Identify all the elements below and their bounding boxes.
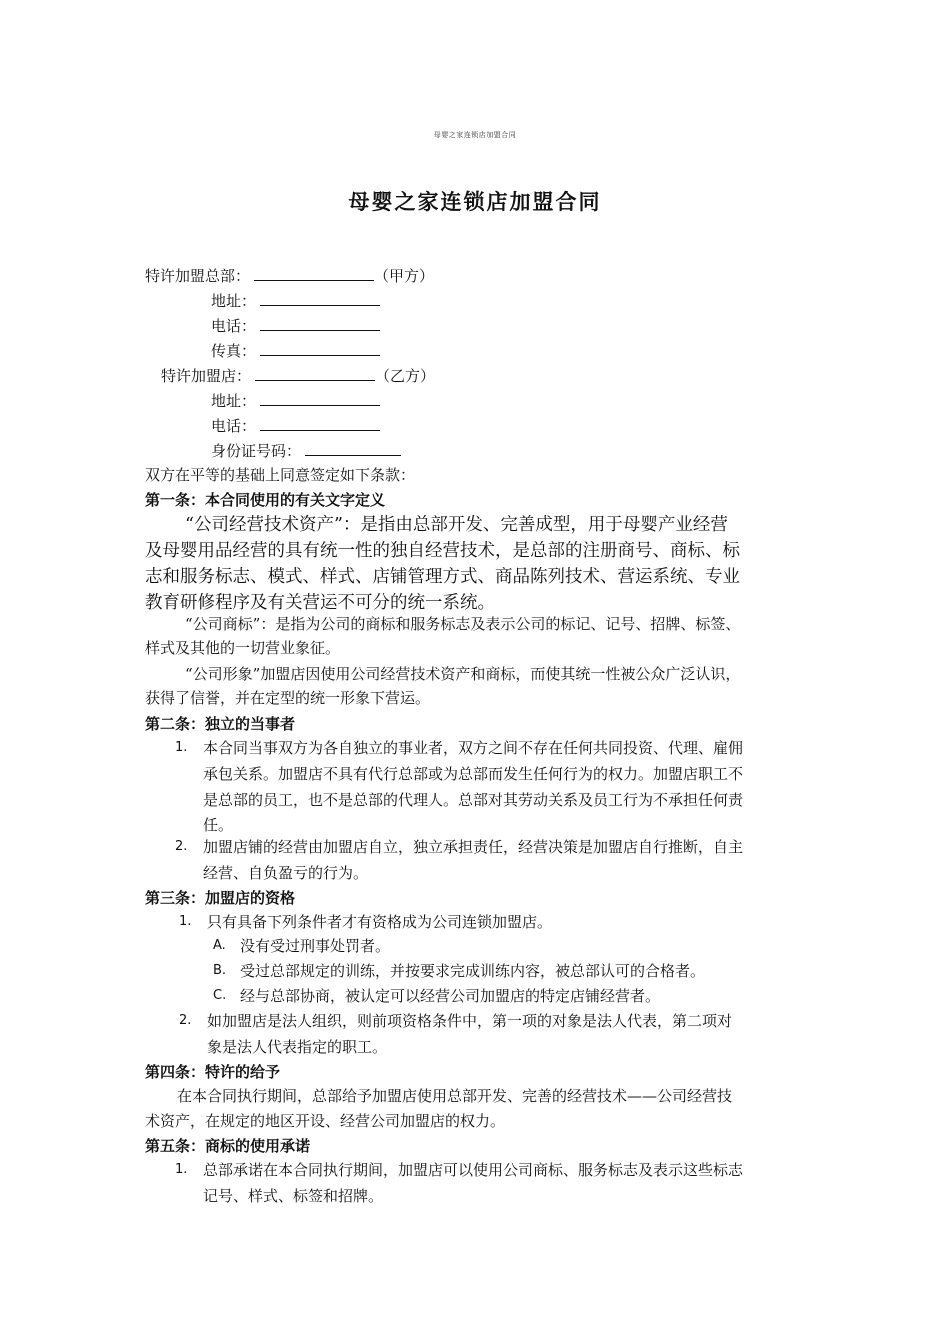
art5-item1-line2: 记号、样式、标签和招牌。 (203, 1187, 384, 1205)
article-2-heading: 第二条：独立的当事者 (145, 715, 296, 733)
art3-sub-c-text: 经与总部协商，被认定可以经营公司加盟店的特定店铺经营者。 (240, 987, 661, 1005)
art2-item1-line2: 承包关系。加盟店不具有代行总部或为总部而发生任何行为的权力。加盟店职工不 (203, 765, 744, 783)
art3-item1-number: 1. (179, 914, 192, 929)
hq-phone-blank (260, 315, 380, 331)
document-title: 母婴之家连锁店加盟合同 (348, 189, 602, 214)
hq-line (145, 265, 434, 286)
hq-address-label: 地址： (211, 292, 257, 310)
store-phone-line (211, 415, 380, 436)
art2-item1-line4: 任。 (203, 816, 234, 834)
art1-p3-line1: “公司形象”加盟店因使用公司经营技术资产和商标，而使其统一性被公众广泛认识， (185, 665, 741, 683)
art2-item2-number: 2. (175, 839, 188, 854)
hq-address-line (211, 290, 380, 311)
hq-fax-label: 传真： (211, 342, 257, 360)
hq-phone-label: 电话： (211, 317, 257, 335)
store-phone-blank (260, 415, 380, 431)
store-address-label: 地址： (211, 392, 257, 410)
intro-line: 双方在平等的基础上同意签定如下条款： (145, 466, 416, 484)
art2-item1-number: 1. (175, 740, 188, 755)
art1-p1-line1: “公司经营技术资产”：是指由总部开发、完善成型，用于母婴产业经营 (185, 515, 728, 535)
store-address-line (211, 390, 380, 411)
article-5-heading: 第五条：商标的使用承诺 (145, 1137, 311, 1155)
art3-sub-a-number: A. (213, 938, 226, 953)
hq-address-blank (260, 290, 380, 306)
article-3-heading: 第三条：加盟店的资格 (145, 889, 296, 907)
art5-item1-line1: 总部承诺在本合同执行期间，加盟店可以使用公司商标、服务标志及表示这些标志 (203, 1161, 744, 1179)
art1-p1-line2: 及母婴用品经营的具有统一性的独自经营技术，是总部的注册商号、商标、标 (145, 541, 740, 561)
hq-fax-line (211, 340, 380, 361)
store-name-blank (255, 365, 375, 381)
art1-p2-line2: 样式及其他的一切营业象征。 (145, 639, 341, 657)
hq-phone-line (211, 315, 380, 336)
art3-item2-number: 2. (179, 1013, 192, 1028)
art5-item1-number: 1. (175, 1162, 188, 1177)
store-label: 特许加盟店： (161, 367, 252, 385)
store-id-line (211, 440, 401, 461)
art3-sub-b-text: 受过总部规定的训练，并按要求完成训练内容，被总部认可的合格者。 (240, 962, 706, 980)
hq-name-blank (254, 265, 374, 281)
article-1-heading: 第一条：本合同使用的有关文字定义 (145, 491, 386, 509)
art1-p2-line1: “公司商标”：是指为公司的商标和服务标志及表示公司的标记、记号、招牌、标签、 (185, 615, 741, 633)
hq-label: 特许加盟总部： (145, 267, 251, 285)
store-id-label: 身份证号码： (211, 442, 302, 460)
art3-item2-line2: 象是法人代表指定的职工。 (207, 1038, 388, 1056)
art3-sub-c-number: C. (213, 988, 227, 1003)
art2-item2-line1: 加盟店铺的经营由加盟店自立，独立承担责任，经营决策是加盟店自行推断，自主 (203, 838, 744, 856)
art3-item2-line1: 如加盟店是法人组织，则前项资格条件中，第一项的对象是法人代表，第二项对 (207, 1012, 733, 1030)
art1-p1-line3: 志和服务标志、模式、样式、店铺管理方式、商品陈列技术、营运系统、专业 (145, 567, 740, 587)
art3-sub-a-text: 没有受过刑事处罚者。 (240, 937, 391, 955)
art1-p1-line4: 教育研修程序及有关营运不可分的统一系统。 (145, 593, 495, 613)
art4-line1: 在本合同执行期间，总部给予加盟店使用总部开发、完善的经营技术——公司经营技 (177, 1087, 733, 1105)
store-address-blank (260, 390, 380, 406)
art2-item1-line3: 是总部的员工，也不是总部的代理人。总部对其劳动关系及员工行为不承担任何责 (203, 791, 744, 809)
article-4-heading: 第四条：特许的给予 (145, 1063, 281, 1081)
running-header: 母婴之家连锁店加盟合同 (433, 131, 517, 139)
store-phone-label: 电话： (211, 417, 257, 435)
hq-fax-blank (260, 340, 380, 356)
store-line (161, 365, 435, 386)
art3-sub-b-number: B. (213, 963, 227, 978)
store-suffix: （乙方） (375, 367, 436, 385)
hq-suffix: （甲方） (374, 267, 435, 285)
art4-line2: 术资产，在规定的地区开设、经营公司加盟店的权力。 (145, 1112, 506, 1130)
art3-item1-text: 只有具备下列条件者才有资格成为公司连锁加盟店。 (207, 913, 553, 931)
art2-item2-line2: 经营、自负盈亏的行为。 (203, 864, 369, 882)
store-id-blank (305, 440, 401, 456)
art2-item1-line1: 本合同当事双方为各自独立的事业者，双方之间不存在任何共同投资、代理、雇佣 (203, 739, 744, 757)
art1-p3-line2: 获得了信誉，并在定型的统一形象下营运。 (145, 689, 431, 707)
